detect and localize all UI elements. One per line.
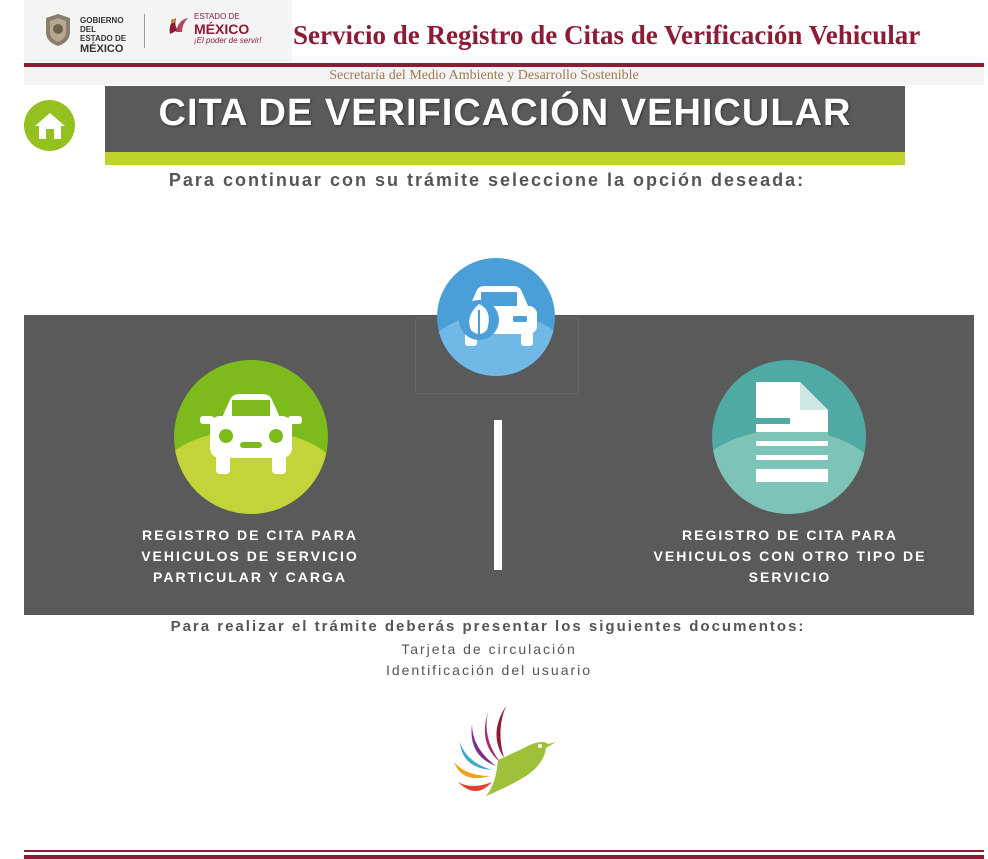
gov-logo-text: GOBIERNO DEL ESTADO DE MÉXICO bbox=[80, 16, 127, 55]
header bbox=[24, 0, 984, 62]
car-leaf-icon bbox=[437, 258, 555, 376]
footer-rule-thick bbox=[24, 855, 984, 859]
agency-subtitle: Secretaría del Medio Ambiente y Desarrollo Sostenible bbox=[24, 67, 984, 85]
logo-box bbox=[24, 0, 292, 62]
private-service-option-button[interactable] bbox=[174, 360, 328, 514]
home-button[interactable] bbox=[24, 100, 75, 151]
gov-seal-icon bbox=[42, 12, 74, 48]
document-item: Tarjeta de circulación bbox=[401, 641, 577, 657]
other-service-option-button[interactable] bbox=[712, 360, 866, 514]
logo-divider bbox=[144, 14, 145, 48]
edomex-logo-icon bbox=[164, 12, 192, 40]
footer-rule bbox=[24, 850, 984, 852]
app-title: Servicio de Registro de Citas de Verificación Vehicular bbox=[293, 20, 921, 50]
page-banner bbox=[105, 86, 905, 165]
options-divider bbox=[494, 420, 502, 570]
banner-accent-bar bbox=[105, 152, 905, 165]
document-item: Identificación del usuario bbox=[385, 662, 593, 678]
document-icon bbox=[748, 378, 832, 488]
private-service-option-label[interactable]: REGISTRO DE CITA PARA VEHICULOS DE SERVICIO PARTICULAR Y CARGA bbox=[141, 527, 359, 585]
other-service-option-label[interactable]: REGISTRO DE CITA PARA VEHICULOS CON OTRO TIPO DE SERVICIO bbox=[653, 527, 927, 585]
instruction-text: Para continuar con su trámite seleccione la opción deseada: bbox=[168, 170, 806, 190]
hummingbird-logo-icon bbox=[448, 700, 558, 812]
edomex-logo-text: ESTADO DE MÉXICO ¡El poder de servir! bbox=[194, 12, 262, 45]
documents-title: Para realizar el trámite deberás presentar los siguientes documentos: bbox=[170, 618, 806, 635]
car-icon bbox=[196, 386, 306, 478]
banner-title: CITA DE VERIFICACIÓN VEHICULAR bbox=[158, 92, 852, 134]
home-icon bbox=[33, 111, 67, 141]
